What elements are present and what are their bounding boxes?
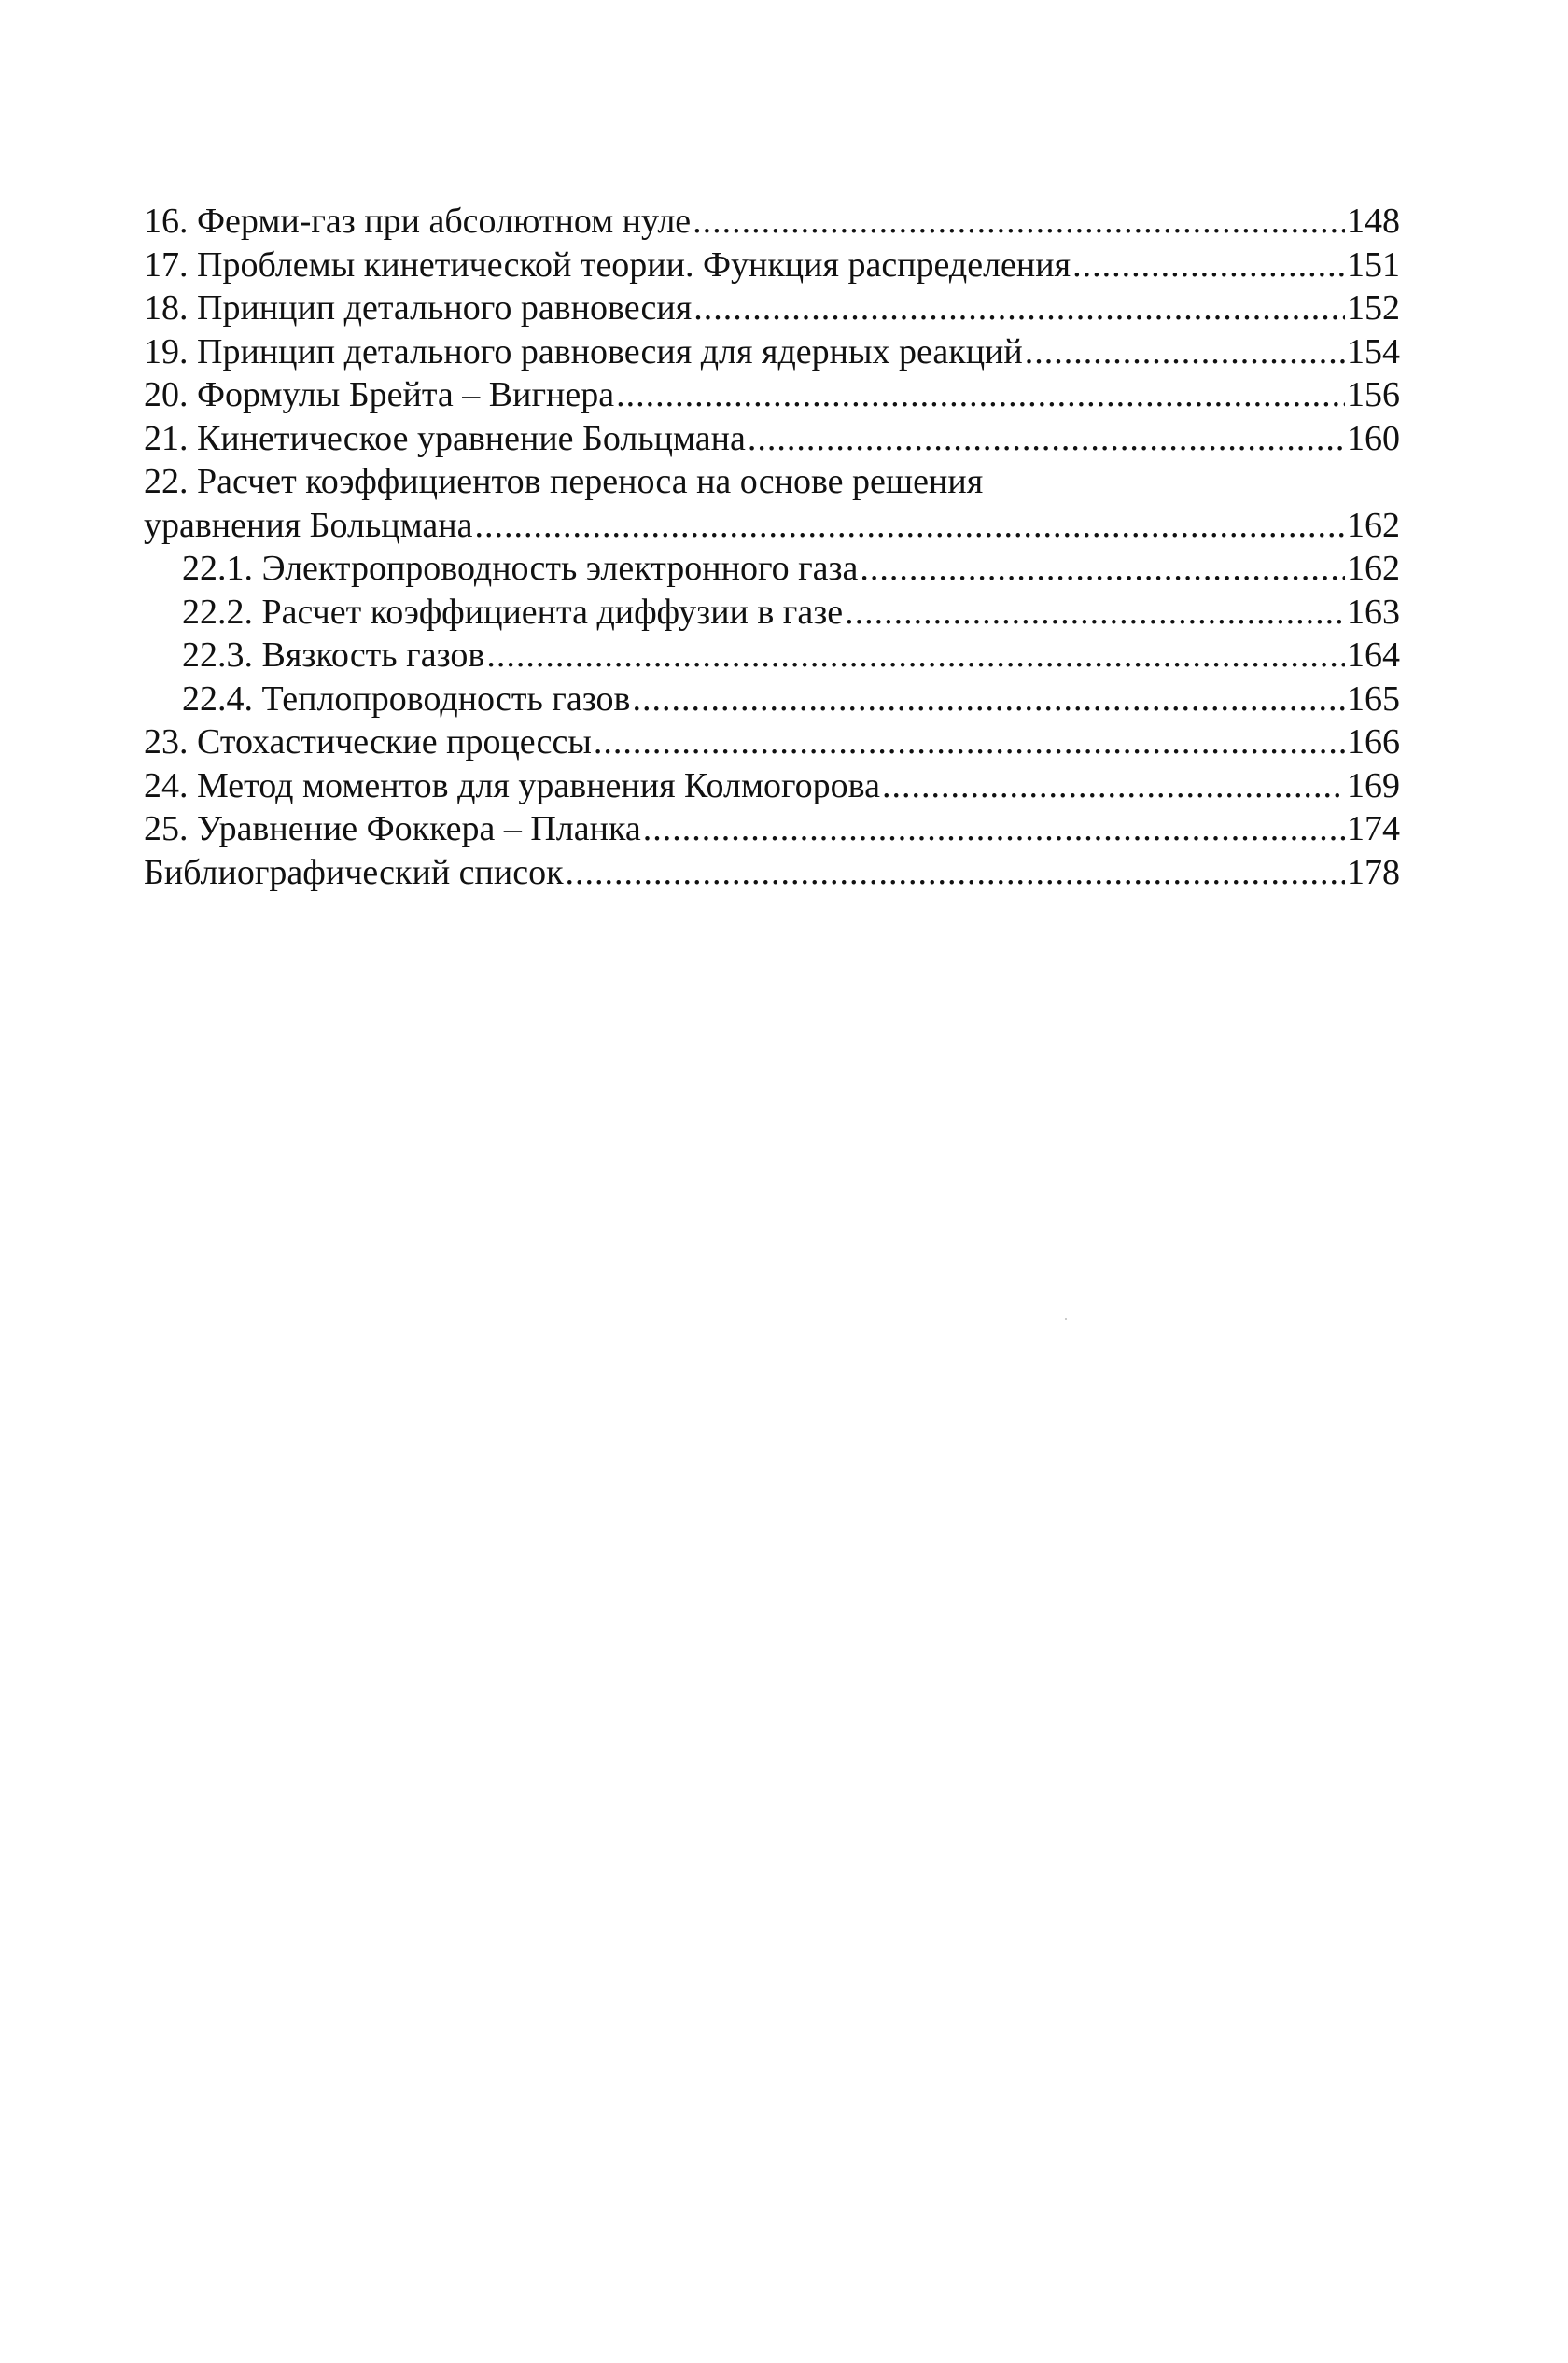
toc-entry-24[interactable] [144,764,1400,808]
toc-entry-title: 16. Ферми-газ при абсолютном нуле [144,202,692,241]
toc-leader-dots [486,634,1345,678]
toc-leader-dots [748,417,1345,461]
toc-leader-dots [594,720,1345,764]
toc-entry-title: уравнения Больцмана [144,505,473,545]
toc-entry-title: 19. Принцип детального равновесия для ядерных реакций [144,331,1023,371]
toc-entry-page: 154 [1347,331,1400,371]
table-of-contents [144,200,1400,894]
toc-entry-21[interactable] [144,417,1400,461]
toc-leader-dots [643,807,1345,851]
toc-leader-dots [1025,330,1345,374]
toc-entry-page: 151 [1347,245,1400,285]
toc-entry-16[interactable] [144,200,1400,244]
toc-entry-page: 169 [1347,765,1400,805]
toc-entry-25[interactable] [144,807,1400,851]
toc-entry-page: 178 [1347,852,1400,892]
toc-entry-title: 18. Принцип детального равновесия [144,288,693,328]
toc-entry-22-2[interactable] [144,591,1400,635]
toc-entry-page: 163 [1347,592,1400,632]
toc-entry-title: Библиографический список [144,852,564,892]
toc-leader-dots [616,373,1345,417]
toc-entry-title: 20. Формулы Брейта – Вигнера [144,375,615,414]
toc-entry-title: 21. Кинетическое уравнение Больцмана [144,418,746,458]
toc-entry-22-4[interactable] [144,678,1400,721]
toc-leader-dots [474,504,1345,548]
toc-entry-22[interactable] [144,460,1400,547]
toc-entry-page: 162 [1347,505,1400,545]
toc-entry-page: 164 [1347,636,1400,675]
toc-entry-page: 165 [1347,678,1400,719]
toc-entry-title: 25. Уравнение Фоккера – Планка [144,809,641,848]
toc-entry-20[interactable] [144,373,1400,417]
toc-entry-title: 22.1. Электропроводность электронного газа [182,549,859,588]
toc-leader-dots [632,678,1345,721]
toc-entry-page: 156 [1347,375,1400,414]
toc-leader-dots [1072,244,1345,287]
toc-entry-title: 22.2. Расчет коэффициента диффузии в газе [182,592,844,632]
toc-leader-dots [566,851,1345,895]
toc-entry-title: 22.4. Теплопроводность газов [182,678,631,719]
toc-entry-22-line2 [144,504,1400,548]
toc-entry-title-line1: 22. Расчет коэффициентов переноса на основе решения [144,462,984,501]
toc-entry-page: 162 [1347,549,1400,588]
toc-entry-page: 148 [1347,202,1400,241]
toc-entry-page: 174 [1347,809,1400,848]
toc-entry-19[interactable] [144,330,1400,374]
toc-entry-page: 166 [1347,722,1400,762]
toc-entry-22-1[interactable] [144,547,1400,591]
toc-leader-dots [693,200,1345,244]
toc-entry-title: 23. Стохастические процессы [144,722,592,762]
toc-entry-17[interactable] [144,244,1400,287]
toc-leader-dots [860,547,1345,591]
toc-leader-dots [882,764,1345,808]
scan-speck [1065,1318,1067,1320]
toc-entry-22-3[interactable] [144,634,1400,678]
toc-entry-title: 24. Метод моментов для уравнения Колмогорова [144,765,880,805]
toc-entry-title: 22.3. Вязкость газов [182,636,485,675]
toc-entry-bibliography[interactable] [144,851,1400,895]
toc-leader-dots [845,591,1345,635]
toc-leader-dots [693,287,1345,330]
toc-entry-page: 160 [1347,418,1400,458]
toc-entry-23[interactable] [144,720,1400,764]
toc-entry-title: 17. Проблемы кинетической теории. Функция распределения [144,245,1071,285]
toc-entry-page: 152 [1347,288,1400,328]
toc-entry-18[interactable] [144,287,1400,330]
